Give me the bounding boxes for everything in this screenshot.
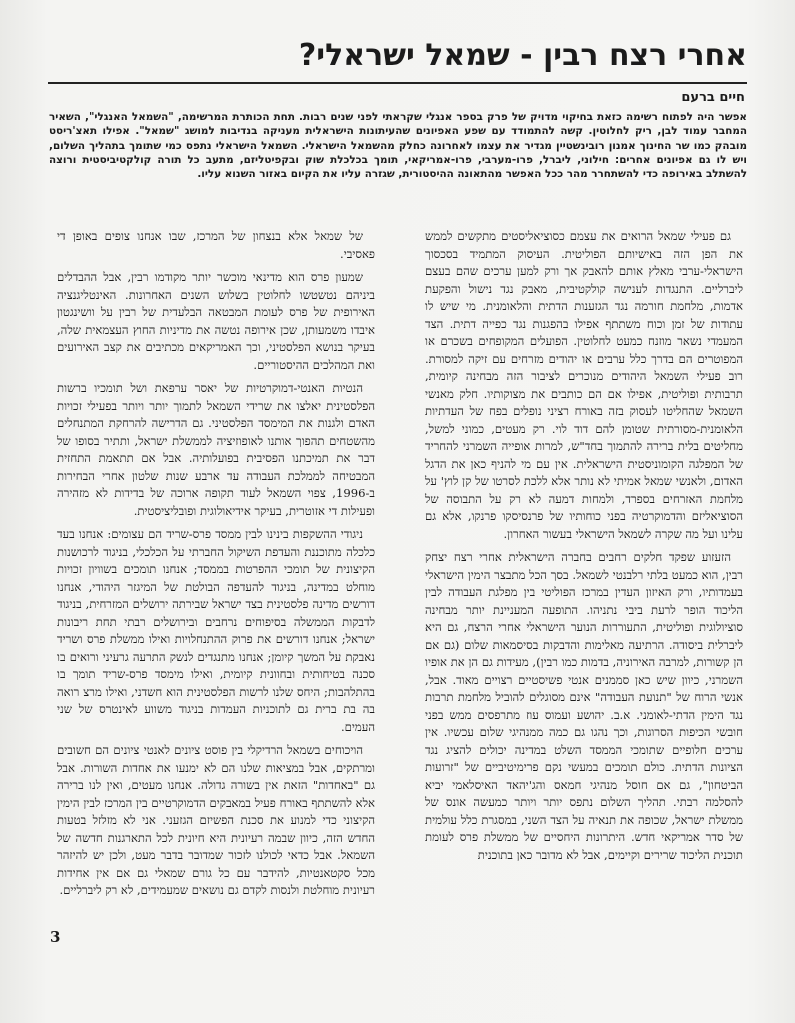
left-column xyxy=(57,228,375,900)
paragraph: הויכוחים בשמאל הרדיקלי בין פוסט ציונים לאנטי ציונים הם חשובים ומרתקים, אבל במציאות שלנו הם לא ימנעו את אחדות השורות. אבל גם "באחדות" הזאת אין בשורה גדולה. אנחנו מעטים, ואין לנו ברירה אלא להשתתף באורח פעיל במאבקים הדמוקרטיים בין המרכז לבין הימין הקיצוני כדי למנוע את סכנת הפשיזם הגזעני. אני לא מזלזל בטעות החדש הזה, כיוון שבמה רעיונית היא חיונית לכל התארגנות חדשה של השמאל. אבל כדאי לכולנו לזכור שמדובר בדבר מעט, ולכן יש להיזהר מכל סקטאנטיות, להידבר עם כל גורם שמאלי גם אם אין אחידות רעיונית מוחלטת ולנסות לקדם גם נושאים שמעמידים, לא רק ליברליים. xyxy=(57,743,375,897)
paragraph: ניגודי ההשקפות בינינו לבין ממסד פרס-שריד הם עצומים: אנחנו בעד כלכלה מתוכננת והעדפת השיקול החברתי על הכלכלי, בניגוד לרכושנות הקיצונית של תומכי ההפרטות בממסד; אנחנו תומכים בשוויון זכויות מוחלט במדינה, בניגוד להעדפה הבולטת של המיגזר היהודי, אנחנו דורשים מדינה פלסטינית בצד ישראל שבירתה ירושלים המזרחית, בניגוד לדבקות הממשלה בסיפוחים נרחבים ובירושלים רבתי תחת ריבונות ישראל; אנחנו דורשים את פרוק ההתנחלויות ואילו ממשלת פרס ושריד נאבקת על המשך קיומן; אנחנו מתנגדים לנשק התרעה גרעיני ורואים בו סכנה בטיחותית ובחוונית קיומית, ואילו מימסד פרס-שריד תומך בו בהתלהבות; היחס שלנו לרשות הפלסטינית הוא חשדני, ואילו מרצ רואה בה בת ברית גם לתוכניות העמדות בניגוד משווע לאינטרס של שני העמים. xyxy=(57,527,375,734)
paragraph: שמעון פרס הוא מדינאי מוכשר יותר מקודמו רבין, אבל ההבדלים ביניהם נטשטשו לחלוטין בשלוש השנים האחרונות. האינטליגנציה האירופית של פרס לעומת המבטאה הבלעדית של רבין על וושינגטון איבדו משמעותן, שכן אירופה נטשה את מדיניות החוץ העצמאית שלה, בעיקר בנושא הפלסטיני, וכך האמריקאים מכתיבים את קצב האירועים ואת המהלכים ההיסטוריים. xyxy=(57,270,375,372)
article-lead: אפשר היה לפתוח רשימה כזאת בחיקוי מדויק של פרק בספר אנגלי שקראתי לפני שנים רבות. תחת הכותרת המרשימה, "השמאל האנגלי", השאיר המחבר עמוד לבן, ריק לחלוטין. קשה להתמודד עם שפע האפיונים שהעיתונות הישראלית מעניקה בנדיבות למושג "שמאל". אפילו תאצ'ריסט מובהק כמו שר החינוך אמנון רובינשטיין מגדיר את עצמו לאחרונה כחלק מהשמאל הישראלי. השמאל הישראלי נתפס כמי שתומך בתהליך השלום, ויש לו גם אפיונים אחרים: חילוני, ליברל, פרו-מערבי, פרו-אמריקאי, תומך בכלכלת שוק ובקפיטליזם, מתעב כל תורה קולקטיביסטית ורוצה להשתלב באירופה כדי להשתחרר מהר ככל האפשר מהתאונה ההיסטורית, שגזרה עליו את הקיום באזור השנוא עליו. xyxy=(49,111,747,181)
article-title: אחרי רצח רבין - שמאל ישראלי? xyxy=(298,38,747,73)
page-number: 3 xyxy=(50,928,61,946)
paragraph: הנטיות האנטי-דמוקרטיות של יאסר ערפאת ושל תומכיו ברשות הפלסטינית יאלצו את שרידי השמאל לתמוך יותר ויותר בפעילי זכויות האדם ולגנות את המימסד הפלסטיני. גם הדרישה להרחקת המתנחלים מהשטחים תהפוך אותנו לאופוזיציה לממשלת ישראל, ותתיר בסופו של דבר את תמיכתנו הפסיבית בפועלותיה. אבל אם תתאמת התחזית המבטיחה לממלכת העבודה עד ארבע שנות שלטון אחרי הבחירות ב-1996, צפוי השמאל לעוד תקופה ארוכה של בדידות לא מזהירה ופעילות די אזוטרית, בעיקר אידיאולוגית ופובליציסטית. xyxy=(57,381,375,518)
paragraph: גם פעילי שמאל הרואים את עצמם כסוציאליסטים מתקשים לממש את הפן הזה באישיותם הפוליטית. העיסוק המתמיד בסכסוך הישראלי-ערבי מאלץ אותם להאבק אך ורק למען ערכים שהם בעצם ליברליים. התנגדות לענישה קולקטיבית, מאבק נגד נישול והפקעת אדמות, מלחמת חורמה נגד הגזענות הדתית והלאומנית. מי שיש לו עתודות של זמן וכוח משתתף אפילו בהפגנות נגד כפייה דתית. הצד המעמדי נשאר מוזנח כמעט לחלוטין. הפועלים המקופחים בשכרם או המפוטרים הם בדרך כלל ערבים או יהודים מזרחים עם זיקה למסורת. רוב פעילי השמאל היהודים מנוכרים לציבור הזה מבחינה קיומית, תרבותית ופוליטית, אפילו אם הם כותבים את מצוקותיו. חלק מאנשי השמאל שהחליטו לעסוק בזה באורח רציני נופלים בפח של העדתיות הלאומנית-מסורתית שטומן להם דוד לוי. רק מעטים, כמוני למשל, מחליטים בלית ברירה להתמוך בחד"ש, למרות אופייה השמרני להחריד של המפלגה הקומוניסטית הישראלית. אין עם מי להניף כאן את הדגל האדום, ולאנשי שמאל אמיתי לא נותר אלא ללכת לסרטו של קן לוץ' על מלחמת האזרחים בספרד, ולמחות דמעה לא רק על התבוסה של הסוציאליזם והדמוקרטיה בפני כוחותיו של פרנסיסקו פרנקו, אלא גם עלינו ועל מה שקרה לשמאל הישראלי בעשור האחרון. xyxy=(425,229,743,541)
title-underline xyxy=(48,82,747,84)
paragraph: של שמאל אלא בנצחון של המרכז, שבו אנחנו צופים באופן די פאסיבי. xyxy=(57,229,375,261)
article-author: חיים ברעם xyxy=(681,90,745,105)
right-column xyxy=(425,228,743,864)
paragraph: הזעזוע שפקד חלקים רחבים בחברה הישראלית אחרי רצח יצחק רבין, הוא כמעט בלתי רלבנטי לשמאל. בסך הכל מתבצר הימין הישראלי בעמדותיו, ורק האיזון העדין במרכז הפוליטי בין מפלגת העבודה לבין הליכוד הופר לרעת ביבי נתניהו. התופעה המעניינת יותר מבחינה סוציולוגית ופוליטית, התעוררות הנוער הישראלי אחרי הרצח, גם היא ליברלית ביסודה. הרתיעה מאלימות והדבקות בסיסמאות שלום (גם אם הן קשורות, למרבה האירוניה, בדמות כמו רבין), מעידות גם הן את אופיו השמרני, כיוון שיש כאן סממנים אנטי פשיסטיים רצויים מאוד. אבל, אנשי הרוח של "תנועת העבודה" אינם מסוגלים להוביל מלחמת תרבות נגד הימין הדתי-לאומני. א.ב. יהושע ועמוס עוז מתרפסים ממש בפני חובשי הכיפות הסרוגות, וכך נהגו גם כמה ממנהיגי שלום עכשיו. אין ערכים חלופיים שתומכי הממסד השלט במדינה יכולים להציג נגד הציונות הדתית. כולם תומכים במעשי נקם פרימיטיביים של "זרועות הביטחון", גם אם חוסל מנהיגי חמאס והג'יהאד האיסלאמי יביא להסלמה רבתי. תהליך השלום נתפס יותר ויותר כמעשה אונס של ממשלת ישראל, שכופה את תנאיה על הצד השני, במסגרת כלל עולמית של סדר אמריקאי חדש. היתרונות היחסיים של ממשלת פרס לעומת תוכנית הליכוד שרירים וקיימים, אבל לא מדובר כאן בתוכנית xyxy=(425,550,743,862)
